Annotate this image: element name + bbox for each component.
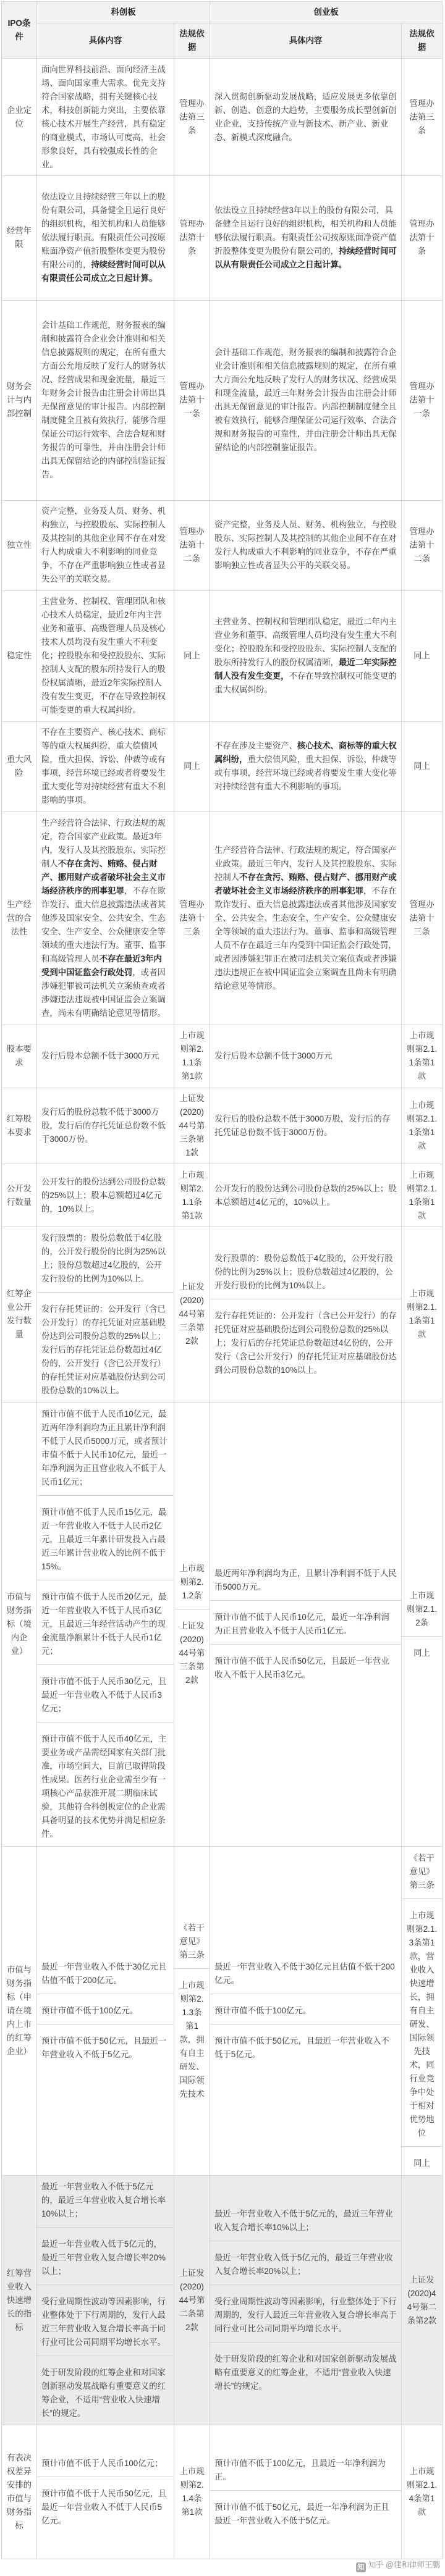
chinext-basis: 上市规则第2.1.1条第1款 xyxy=(402,1164,443,1227)
row-category: 企业定位 xyxy=(2,59,37,176)
star-basis: 管理办法第三条 xyxy=(174,59,210,176)
header-star-content: 具体内容 xyxy=(37,23,174,59)
table-row xyxy=(2,176,443,300)
row-category: 重大风险 xyxy=(2,721,37,812)
chinext-content xyxy=(210,1402,402,1847)
header-chinext-content: 具体内容 xyxy=(210,23,402,59)
divider xyxy=(210,2342,401,2349)
star-content xyxy=(37,176,174,300)
table-row xyxy=(2,812,443,1025)
star-content: 不存在主要资产、核心技术、商标等的重大权属纠纷，重大偿债风险，重大担保、诉讼、仲裁等或有事项，经营环境已经或者将要发生重大变化等对持续经营有重大不利影响的事项。 xyxy=(37,721,174,812)
divider xyxy=(174,1609,210,1616)
star-content-text: 依法设立且持续经营三年以上的股份有限公司，具备健全且运行良好的组织机构，相关机构和人员能够依法履行职责。有限责任公司按原账面净资产值折股整体变更为股份有限公司的， xyxy=(41,192,166,270)
chinext-content-text: 依法设立且持续经营3年以上的股份有限公司，具备健全且运行良好的组织机构，相关机构和人员能够依法履行职责。有限责任公司按原账面净资产值折股整体变更为股份有限公司的， xyxy=(214,206,397,256)
star-content-text-2: ，不存在欺诈发行、重大信息披露违法或者其他涉及国家安全、公共安全、生态安全、生产安全、公众健康安全等领域的重大违法行为。董事、监事和高级管理人员 xyxy=(41,886,166,963)
table-row xyxy=(2,2175,443,2425)
chinext-basis: 上市规则第2.1.1条第1款 xyxy=(402,1227,443,1403)
row-category: 独立性 xyxy=(2,500,37,590)
ipo-comparison-table xyxy=(1,1,443,2559)
star-content-text-3: 预计市值不低于人民币20亿元，最近一年营业收入不低于人民币3亿元，且最近三年经营活动产生的现金流量净额累计不低于人民币1亿元； xyxy=(41,1592,167,1656)
star-content xyxy=(37,1402,174,1847)
table-row xyxy=(2,2425,443,2559)
row-category: 生产经营的合法性 xyxy=(2,812,37,1025)
header-star-market: 科创板 xyxy=(37,2,210,23)
star-basis: 上市规则第2.1.1条第1款 xyxy=(174,1025,210,1088)
row-category: 市值与财务指标（申请在境内上市的红筹企业） xyxy=(2,1847,37,2175)
row-category: 市值与财务指标（境内企业） xyxy=(2,1402,37,1847)
table-row xyxy=(2,300,443,500)
chinext-content-text-2: 预计市值不低于50亿元，最近一年净利润为正且最近一年营业收入不低于5亿元。 xyxy=(214,2502,389,2525)
chinext-basis: 同上 xyxy=(402,590,443,721)
chinext-basis: 管理办法第十三条 xyxy=(402,812,443,1025)
star-basis xyxy=(174,1847,210,2175)
star-content-text-2: 最近一年营业收入低于5亿元的，最近三年营业收入复合增长率20%以上； xyxy=(41,2239,166,2276)
chinext-content xyxy=(210,2425,402,2559)
star-content-text-4: 预计市值不低于人民币30亿元，且最近一年营业收入不低于人民币3亿元； xyxy=(41,1677,167,1714)
watermark xyxy=(356,2559,440,2572)
row-category: 稳定性 xyxy=(2,590,37,721)
star-basis: 上证发(2020)44号第三条第1款 xyxy=(174,1088,210,1164)
star-basis: 上市规则第2.1.1条第1款 xyxy=(174,1164,210,1227)
star-basis-text-2: 上证发(2020)44号第三条第2款 xyxy=(179,1621,205,1685)
chinext-content xyxy=(210,1227,402,1403)
divider xyxy=(210,2024,401,2031)
divider xyxy=(37,1292,174,1299)
chinext-basis: 上市规则第2.1.1条第1款 xyxy=(402,1088,443,1164)
star-content-text-3: 受行业周期性波动等因素影响，行业整体处于下行周期的，发行人最近三年营业收入复合增长率高于同行业可比公司同期平均增长水平。 xyxy=(41,2297,166,2347)
chinext-content-text-3: 预计市值不低于50亿元，且最近一年营业收入不低于5亿元。 xyxy=(214,2036,389,2060)
chinext-content-text: 主营业务、控制权和管理团队稳定，最近二年内主营业务和董事、高级管理人员均没有发生重大不利变化；控股股东和受控股股东、实际控制人支配的股东所持发行人的股份权属清晰， xyxy=(214,617,397,668)
chinext-basis: 上证发(2020)44号第二条第2款 xyxy=(402,2175,443,2425)
table-row xyxy=(2,721,443,812)
chinext-content-text: 最近两年净利润均为正，且累计净利润不低于人民币5000万元。 xyxy=(214,1569,397,1592)
chinext-basis: 管理办法第十条 xyxy=(402,176,443,300)
star-basis-text-2: 上市规则第2.1.3条第1款，拥有自主研发、国际领先技术 xyxy=(179,1980,205,2099)
table-row xyxy=(2,1088,443,1164)
table-row xyxy=(2,1847,443,2175)
chinext-content: 会计基础工作规范，财务报表的编制和披露符合企业会计准则和相关信息披露规则的规定，在所有重大方面公允地反映了发行人的财务状况、经营成果和现金流量，最近三年财务会计报告由注册会计师出具无保留意见的审计报告。内部控制制度健全且被有效执行，能够合理保证公司运行效率、合法合规和财务报告的可靠性，并由注册会计师出具无保留结论的内部控制鉴证报告。 xyxy=(210,300,402,500)
divider xyxy=(37,2477,174,2483)
star-content: 发行后股本总额不低于3000万元 xyxy=(37,1025,174,1088)
chinext-basis: 管理办法第十二条 xyxy=(402,500,443,590)
table-row xyxy=(2,59,443,176)
chinext-content-text-2: 不存在导致控制权可能变更的重大权属纠纷。 xyxy=(214,671,397,695)
row-category: 经营年限 xyxy=(2,176,37,300)
zhihu-logo-icon: 知 xyxy=(356,2562,366,2572)
divider xyxy=(37,2024,174,2031)
divider xyxy=(37,2356,174,2362)
row-category: 财务会计与内部控制 xyxy=(2,300,37,500)
star-content: 面向世界科技前沿、面向经济主战场、面向国家重大需求。优先支持符合国家战略，拥有关键核心技术，科技创新能力突出，主要依靠核心技术开展生产经营，具有稳定的商业模式，市场认可度高，社会形象良好，具有较强成长性的企业。 xyxy=(37,59,174,176)
star-content: 资产完整，业务及人员、财务、机构独立，与控股股东、实际控制人及其控制的其他企业间不存在对发行人构成重大不利影响的同业竞争，不存在严重影响独立性或者显失公平的关联交易。 xyxy=(37,500,174,590)
divider xyxy=(37,1664,174,1671)
star-content-text: 生产经营符合法律、行政法规的规定，符合国家产业政策。最近3年内，发行人及其控股股东、实际控制人 xyxy=(41,818,166,868)
star-basis: 同上 xyxy=(174,590,210,721)
chinext-basis xyxy=(402,1402,443,1847)
chinext-basis: 管理办法第三条 xyxy=(402,59,443,176)
chinext-basis: 上市规则第2.1.4条第1款 xyxy=(402,2425,443,2559)
star-content-text-2: 发行存托凭证的：公开发行（含已公开发行）的存托凭证对应基础股份达到公司股份总数的25%以上；发行后的存托凭证总份数超过4亿份的，公开发行（含已公开发行）的存托凭证对应基础股份达到公司股份总数的10%以上。 xyxy=(41,1304,166,1395)
chinext-content-text: 发行股票的：股份总数低于4亿股的，公开发行股份的比例为25%以上；股份总数超过4亿股的，公开发行股份的比例为10%以上。 xyxy=(214,1253,393,1290)
star-content-text: 最近一年营业收入不低于5亿元的，最近三年营业收入复合增长率10%以上； xyxy=(41,2182,166,2219)
chinext-basis-text-2: 上市规则第2.1.3条第1款，营业收入快速增长，拥有自主研发、国际领先技术，同行业竞争中处于相对优势地位 xyxy=(406,1911,438,2138)
divider xyxy=(210,1299,401,1306)
star-content-emphasis: 持续经营时间可以从有限责任公司成立之日起计算。 xyxy=(41,260,166,283)
divider xyxy=(37,1994,174,2000)
star-content-text-5: 预计市值不低于人民币40亿元，主要业务或产品需经国家有关部门批准，市场空间大，目前已取得阶段性成果。医药行业企业需至少有一项核心产品获准开展二期临床试验，其他符合科创板定位的企业需具备明显的技术优势并满足相应条件。 xyxy=(41,1734,167,1839)
chinext-content-emphasis: 核心技术、商标等的重大权属纠纷， xyxy=(214,741,397,765)
chinext-content-emphasis: 最近二年实际控制人没有发生变更， xyxy=(214,658,397,681)
chinext-content-text-2: 预计市值不低于人民币10亿元，最近一年净利润为正且营业收入不低于人民币1亿元。 xyxy=(214,1613,389,1636)
row-category: 红筹企业公开发行数量 xyxy=(2,1227,37,1403)
table-row xyxy=(2,1227,443,1403)
header-row-2 xyxy=(2,23,443,59)
divider xyxy=(37,1722,174,1729)
divider xyxy=(210,2241,401,2247)
chinext-content xyxy=(210,812,402,1025)
chinext-basis: 同上 xyxy=(402,721,443,812)
star-content-text: 发行股票的：股份总数低于4亿股的，公开发行股份的比例为25%以上；股份总数超过4亿股的，公开发行股份的比例为10%以上。 xyxy=(41,1233,166,1283)
chinext-basis xyxy=(402,1847,443,2175)
star-content-text-2: 预计市值不低于人民币15亿元，最近一年营业收入不低于人民币2亿元，且最近三年累计研发投入占最近三年累计营业收入的比例不低于15%。 xyxy=(41,1508,167,1572)
star-content-text-2: 预计市值不低于100亿元。 xyxy=(41,2006,138,2016)
star-content: 会计基础工作规范，财务报表的编制和披露符合企业会计准则和相关信息披露规则的规定，在所有重大方面公允地反映了发行人的财务状况、经营成果和现金流量，最近三年财务会计报告由注册会计师出具无保留意见的审计报告。内部控制制度健全且被有效执行，能够合理保证公司运行效率、合法合规和财务报告的可靠性，并由注册会计师出具无保留结论的内部控制鉴证报告。 xyxy=(37,300,174,500)
chinext-content-text-2: 重大偿债风险，重大担保、诉讼、仲裁等或有事项，经营环境已经或者将要发生重大变化等对持续经营有重大不利影响的事项。 xyxy=(214,755,397,792)
chinext-content-text-3: 受行业周期性波动等因素影响，行业整体处于下行周期的，发行人最近三年营业收入复合增长率高于同行业可比公司同期平均增长水平。 xyxy=(214,2297,397,2334)
star-content-emphasis-2: 不存在最近3年内受到中国证监会行政处罚 xyxy=(41,954,162,977)
chinext-content xyxy=(210,590,402,721)
table-row xyxy=(2,1402,443,1847)
star-basis-text: 《若干意见》第三条 xyxy=(179,1923,205,1960)
chinext-content xyxy=(210,721,402,812)
star-content-text-4: 处于研发阶段的红筹企业和对国家创新驱动发展战略有重要意义的红筹企业，不适用“营业收入快速增长”的规定。 xyxy=(41,2368,166,2419)
chinext-content: 深入贯彻创新驱动发展战略，适应发展更多依靠创新、创造、创意的大趋势，主要服务成长型创新创业企业，支持传统产业与新技术、新产业、新业态、新模式深度融合。 xyxy=(210,59,402,176)
chinext-content-text: 预计市值不低于100亿元，且最近一年净利润为正。 xyxy=(214,2458,386,2482)
divider xyxy=(402,2146,442,2153)
row-category: 红筹营业收入快速增长的指标 xyxy=(2,2175,37,2425)
row-category: 公开发行数量 xyxy=(2,1164,37,1227)
chinext-content xyxy=(210,2175,402,2425)
chinext-content: 发行后股本总额不低于3000万元 xyxy=(210,1025,402,1088)
divider xyxy=(37,1580,174,1587)
header-chinext-basis: 法规依据 xyxy=(402,23,443,59)
divider xyxy=(210,1994,401,2000)
header-star-basis: 法规依据 xyxy=(174,23,210,59)
chinext-content-text: 最近一年营业收入不低于30亿元且估值不低于200亿元。 xyxy=(214,1962,395,1986)
table-row xyxy=(2,1025,443,1088)
star-basis: 管理办法第十三条 xyxy=(174,812,210,1025)
chinext-content-text-2: 最近一年营业收入低于5亿元的，最近三年营业收入复合增长率20%以上； xyxy=(214,2253,393,2276)
star-content-text-2: 预计市值不低于人民币50亿元，且最近一年营业收入不低于人民币5亿元。 xyxy=(41,2488,167,2525)
table-row xyxy=(2,590,443,721)
divider xyxy=(37,2227,174,2234)
divider xyxy=(402,1636,442,1643)
star-content: 主营业务、控制权、管理团队和核心技术人员稳定，最近2年内主营业务和董事、高级管理人员及核心技术人员均没有发生重大不利变化；控股股东和受控股股东、实际控制人支配的股东所持发行人的股份权属清晰，最近2年实际控制人没有发生变更，不存在导致控制权可能变更的重大权属纠纷。 xyxy=(37,590,174,721)
star-content-emphasis: 不存在贪污、贿赂、侵占财产、挪用财产或者破坏社会主义市场经济秩序的刑事犯罪 xyxy=(41,858,166,896)
star-basis: 上证发(2020)44号第二条第2款 xyxy=(174,2175,210,2425)
divider xyxy=(174,1968,210,1975)
chinext-content: 资产完整，业务及人员、财务、机构独立，与控股股东、实际控制人及其控制的其他企业间不存在对发行人构成重大不利影响的同业竞争，不存在严重影响独立性或者显失公平的关联交易。 xyxy=(210,500,402,590)
star-basis: 上证发(2020)44号第三条第2款 xyxy=(174,1227,210,1403)
header-row-1 xyxy=(2,2,443,23)
divider xyxy=(37,1495,174,1502)
chinext-basis-text: 上市规则第2.1.2条 xyxy=(406,1590,438,1627)
chinext-content xyxy=(210,176,402,300)
row-category: 有表决权差异安排的市值与财务指标 xyxy=(2,2425,37,2559)
row-category: 股本要求 xyxy=(2,1025,37,1088)
chinext-basis-text: 《若干意见》第三条 xyxy=(409,1853,434,1890)
chinext-content-text-2: 预计市值不低于100亿元。 xyxy=(214,2006,312,2016)
divider xyxy=(37,2284,174,2291)
chinext-content-text-4: 处于研发阶段的红筹企业和对国家创新驱动发展战略有重要意义的红筹企业，不适用“营业收入快速增长”的规定。 xyxy=(214,2354,397,2391)
divider xyxy=(210,1644,401,1651)
star-content-text: 预计市值不低于人民币10亿元，最近两年净利润均为正且累计净利润不低于人民币5000万元，或者预计市值不低于人民币10亿元，最近一年净利润为正且营业收入不低于人民币1亿元； xyxy=(41,1409,167,1487)
chinext-content-text: 生产经营符合法律、行政法规的规定，符合国家产业政策。最近三年内，发行人及其控股股东、实际控制人 xyxy=(214,845,397,882)
watermark-text: 知乎 @建和律师王鹏 xyxy=(368,2561,440,2569)
star-content xyxy=(37,1227,174,1403)
chinext-content: 发行后的股份总数不低于3000万股，发行后的存托凭证总份数不低于3000万份。 xyxy=(210,1088,402,1164)
star-content-text-3: ，或者因涉嫌犯罪被司法机关立案侦查或者涉嫌违法违规被中国证监会立案调查，尚未有明确结论意见等情形。 xyxy=(41,967,166,1018)
star-content-text: 最近一年营业收入不低于30亿元且估值不低于200亿元。 xyxy=(41,1962,167,1986)
star-content: 公开发行的股份达到公司股份总数的25%以上；股本总额超过4亿元的，10%以上。 xyxy=(37,1164,174,1227)
chinext-content-text-2: ，不存在欺诈发行、重大信息披露违法或者其他涉及国家安全、公共安全、生态安全、生产安全、公众健康安全等领域的重大违法行为。董事、监事和高级管理人员不存在最近三年内受到中国证监会行政处罚，或者因涉嫌犯罪正在被司法机关立案侦查或者涉嫌违法违规正在被中国证监会立案调查且尚未有明确结论意见等情形。 xyxy=(214,886,397,991)
star-content-text: 预计市值不低于人民币100亿元； xyxy=(41,2458,163,2468)
star-content xyxy=(37,1847,174,2175)
chinext-content-text: 最近一年营业收入不低于5亿元的，最近三年营业收入复合增长率10%以上； xyxy=(214,2209,393,2233)
star-basis: 管理办法第十条 xyxy=(174,176,210,300)
chinext-content-emphasis: 不存在贪污、贿赂、侵占财产、挪用财产或者破坏社会主义市场经济秩序的刑事犯罪 xyxy=(214,872,397,896)
star-content xyxy=(37,2175,174,2425)
chinext-content: 公开发行的股份达到公司股份总数的25%以上；股本总额超过4亿元的，10%以上。 xyxy=(210,1164,402,1227)
chinext-basis: 上市规则第2.1.1条第1款 xyxy=(402,1025,443,1088)
chinext-content xyxy=(210,1847,402,2175)
divider xyxy=(402,1898,442,1905)
divider xyxy=(210,2284,401,2291)
chinext-basis-text-3: 同上 xyxy=(413,2159,430,2168)
star-content xyxy=(37,812,174,1025)
header-ipo-conditions: IPO条件 xyxy=(2,2,37,59)
divider xyxy=(210,1600,401,1607)
star-basis xyxy=(174,1402,210,1847)
star-basis: 上市规则第2.1.4条第1款 xyxy=(174,2425,210,2559)
star-content: 发行后的股份总数不低于3000万股，发行后的存托凭证总份数不低于3000万份。 xyxy=(37,1088,174,1164)
star-content-text-3: 预计市值不低于50亿元，且最近一年营业收入不低于5亿元。 xyxy=(41,2036,167,2060)
star-content xyxy=(37,2425,174,2559)
table-row xyxy=(2,500,443,590)
chinext-content-text-2: 发行存托凭证的：公开发行（含已公开发行）的存托凭证对应基础股份达到公司股份总数的25%以上；发行后的存托凭证总份数超过4亿份的，公开发行（含已公开发行）的存托凭证对应基础股份达到公司股份总数的10%以上。 xyxy=(214,1311,397,1375)
row-category: 红筹股本要求 xyxy=(2,1088,37,1164)
chinext-content-text: 不存在涉及主要资产、 xyxy=(214,741,297,751)
star-basis: 同上 xyxy=(174,721,210,812)
chinext-basis: 管理办法第十一条 xyxy=(402,300,443,500)
chinext-content-emphasis: 持续经营时间可以从有限责任公司成立之日起计算。 xyxy=(214,246,397,270)
divider xyxy=(210,2490,401,2497)
table-row xyxy=(2,1164,443,1227)
header-chinext: 创业板 xyxy=(210,2,443,23)
chinext-content-text-3: 预计市值不低于人民币50亿元，且最近一年营业收入不低于人民币3亿元。 xyxy=(214,1656,389,1680)
star-basis: 管理办法第十二条 xyxy=(174,500,210,590)
chinext-basis-text-3: 同上 xyxy=(413,1648,430,1658)
star-basis-text: 上市规则第2.1.2条 xyxy=(179,1563,205,1600)
star-basis: 管理办法第十一条 xyxy=(174,300,210,500)
